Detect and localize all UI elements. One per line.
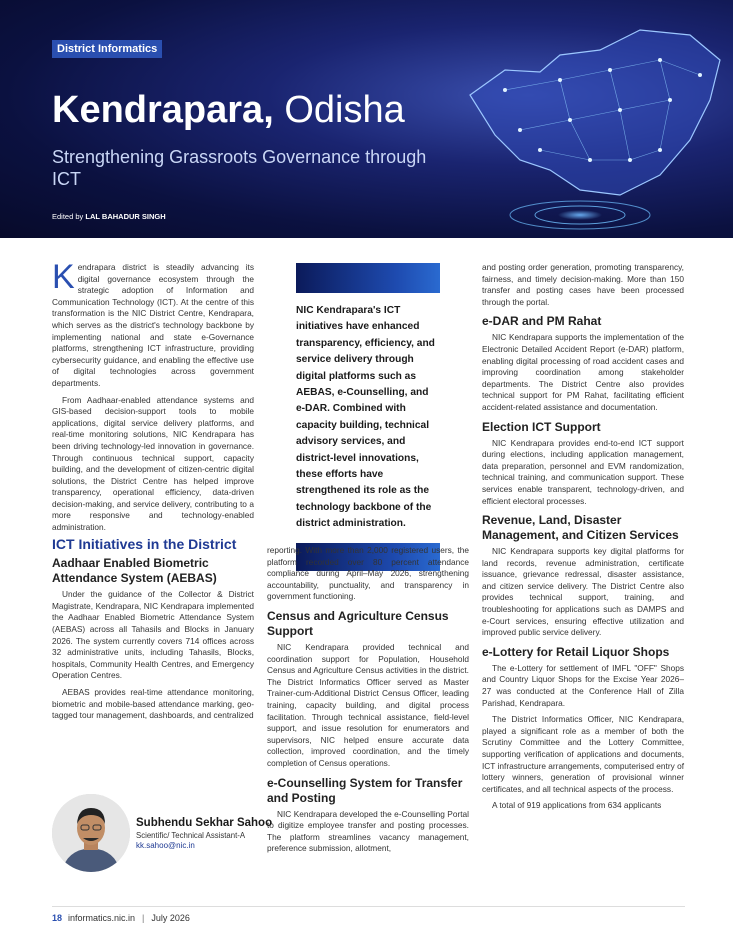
paragraph: NIC Kendrapara provides end-to-end ICT support during elections, including application management, data preparation, personnel and EVM randomization, technical training, and communication support. These services enable transparent, technology-driven, and efficient electoral processes.: [482, 437, 684, 506]
column-2: [267, 545, 469, 860]
paragraph: The e-Lottery for settlement of IMFL "OFF" Shops and Country Liquor Shops for the Excise Year 2026–27 was conducted at the Conference Hall of Zilla Parishad, Kendrapara.: [482, 662, 684, 708]
editor-credit: Edited by LAL BAHADUR SINGH: [52, 212, 166, 221]
author-card: [52, 794, 273, 874]
paragraph: Under the guidance of the Collector & District Magistrate, Kendrapara, NIC Kendrapara implemented the Aadhaar Enabled Biometric Attendance System (AEBAS) across all Tahasils and Blocks in January 2026. The system currently covers 714 offices across 32 administrative units, including Tahasils, Blocks, hospitals, Community Health Centres, and Emergency Operation Centres.: [52, 589, 254, 681]
page-subtitle: Strengthening Grassroots Governance through ICT: [52, 147, 427, 189]
pull-quote-text: NIC Kendrapara's ICT initiatives have enhanced transparency, efficiency, and service delivery through digital platforms such as AEBAS, e-Counselling, and e-DAR. Combined with capacity building, technical advisory services, and district-level innovations, these efforts have strengthened its role as the technology backbone of the district administration.: [296, 305, 435, 530]
paragraph: AEBAS provides real-time attendance monitoring, biometric and mobile-based attendance marking, geo-tagged tour management, dashboards, and centralized: [52, 687, 254, 721]
avatar: [52, 794, 130, 872]
subsection-heading: e-Counselling System for Transfer and Posting: [267, 775, 463, 805]
footer-divider: [52, 906, 685, 907]
section-heading: ICT Initiatives in the District: [52, 535, 237, 552]
paragraph: The District Informatics Officer, NIC Kendrapara, played a significant role as a member of both the Scrutiny Committee and the Lottery Committee, supporting verification of applications and documents, ICT infrastructure arrangements, computerised entry of lottery winners, generation of provisional winner certificates, and all technical aspects of the process.: [482, 714, 684, 794]
subsection-heading: Aadhaar Enabled Biometric Attendance System (AEBAS): [52, 556, 217, 586]
subsection-heading: e-DAR and PM Rahat: [482, 314, 602, 329]
column-1: [52, 258, 254, 727]
paragraph: and posting order generation, promoting transparency, fairness, and timely decision-making. More than 150 transfer and posting cases have been processed through the portal.: [482, 262, 684, 307]
footer-date: July 2026: [151, 913, 190, 923]
page-title: Kendrapara, Odisha: [52, 89, 405, 131]
subsection-heading: Revenue, Land, Disaster Management, and Citizen Services: [482, 513, 679, 543]
decorative-banner: [296, 263, 440, 293]
paragraph: NIC Kendrapara supports the implementation of the Electronic Detailed Accident Report (e-DAR) platform, enabling digital processing of road accident cases and improving coordination among stakeholder departments. The District Centre also provides technical support for PM Rahat, facilitating efficient accident-related assistance and documentation.: [482, 332, 684, 412]
pull-quote: [296, 263, 440, 571]
drop-cap: K: [52, 258, 75, 296]
hero-banner: [0, 0, 733, 238]
section-tag: District Informatics: [52, 40, 162, 58]
paragraph: From Aadhaar-enabled attendance systems and GIS-based decision-support tools to mobile applications, digital service delivery platforms, and real-time monitoring solutions, NIC Kendrapara has been driving technology-led innovation in governance. Through continuous technical support, capacity building, and the development of citizen-centric digital solutions, the District Centre has helped improve transparency, operational efficiency, data-driven decision-making, and service delivery, contributing to a more responsive and technology-enabled administration.: [52, 394, 254, 533]
paragraph: NIC Kendrapara developed the e-Counselling Portal to digitize employee transfer and posting processes. The platform streamlines vacancy management, preference submission, allotment,: [267, 808, 469, 854]
subsection-heading: Census and Agriculture Census Support: [267, 608, 449, 638]
footer-site: informatics.nic.in: [68, 913, 136, 923]
paragraph: NIC Kendrapara supports key digital platforms for land records, revenue administration, certificate issuance, grievance redressal, disaster assistance, and citizen service delivery. The District Centre also provides technical support, training, and troubleshooting for applications such as DAMPS and e-Court services, ensuring effective utilization and improved public service delivery.: [482, 546, 684, 638]
paragraph: reporting. With more than 2,000 registered users, the platform recorded over 80 percent attendance compliance during April–May 2026, strengthening accountability, punctuality, and transparency in government functioning.: [267, 545, 469, 602]
page-footer: 18 informatics.nic.in | July 2026: [52, 913, 190, 923]
paragraph: NIC Kendrapara provided technical and coordination support for Population, Household Census and Agriculture Census activities in the district. The District Informatics Officer served as Master Trainer-cum-Additional District Census Officer, leading training, capacity building, and digital process facilitation. Through technical assistance, field-level support, and issue resolution for enumerators and supervisors, NIC helped ensure accurate data collection, improved coordination, and the timely completion of Census operations.: [267, 641, 469, 768]
author-name: Subhendu Sekhar Sahoo: [136, 817, 273, 829]
column-3: [482, 262, 684, 817]
subsection-heading: Election ICT Support: [482, 419, 601, 434]
author-role: Scientific/ Technical Assistant-A: [136, 831, 246, 840]
subsection-heading: e-Lottery for Retail Liquor Shops: [482, 644, 670, 659]
intro-paragraph: Kendrapara district is steadily advancing its digital governance ecosystem through the strategic adoption of Information and Communication Technology (ICT). At the centre of this transformation is the NIC District Centre, Kendrapara, which serves as the district's technology backbone by implementing national and state e-Governance platforms, strengthening ICT infrastructure, providing cybersecurity guidance, and enabling the effective use of digital technologies across government departments.: [52, 258, 254, 388]
page-number: 18: [52, 913, 63, 923]
paragraph: A total of 919 applications from 634 applicants: [492, 800, 662, 811]
author-email-link[interactable]: kk.sahoo@nic.in: [136, 841, 195, 850]
